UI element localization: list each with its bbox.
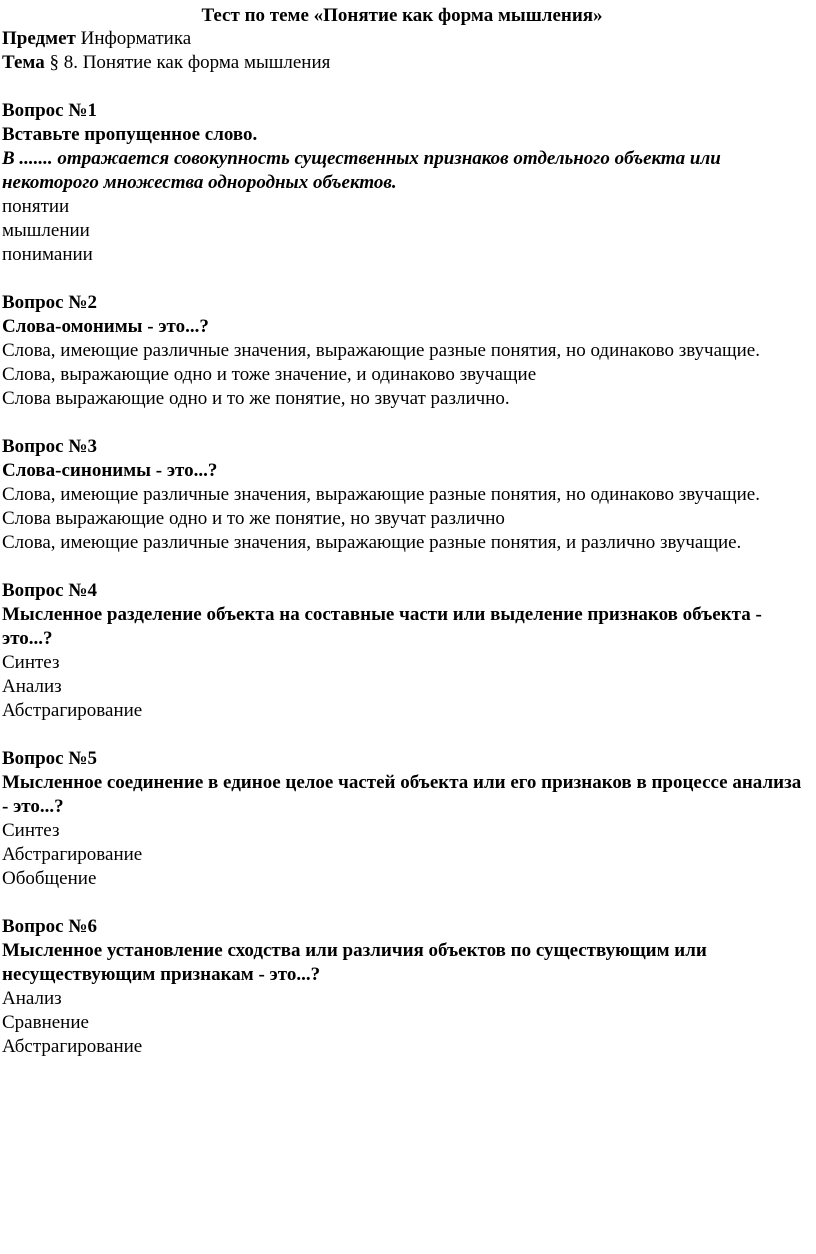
question-text: Вставьте пропущенное слово. — [2, 124, 258, 145]
question-5 — [2, 747, 802, 891]
topic-line — [2, 51, 802, 75]
question-number: Вопрос №6 — [2, 916, 97, 937]
answer-list — [2, 483, 802, 555]
answer-option: Обобщение — [2, 868, 97, 889]
question-4 — [2, 579, 802, 723]
answer-option: Абстрагирование — [2, 700, 143, 721]
answer-option: мышлении — [2, 220, 90, 241]
answer-list — [2, 819, 802, 891]
question-6 — [2, 915, 802, 1059]
question-statement: В ....... отражается совокупность существенных признаков отдельного объекта или некоторого множества однородных объектов. — [2, 148, 721, 193]
answer-option: понимании — [2, 244, 93, 265]
answer-option: Анализ — [2, 988, 62, 1009]
subject-line — [2, 27, 802, 51]
question-text: Мысленное установление сходства или различия объектов по существующим или несуществующим признакам - это...? — [2, 940, 707, 985]
question-2 — [2, 291, 802, 411]
question-text: Слова-синонимы - это...? — [2, 460, 218, 481]
document-title: Тест по теме «Понятие как форма мышления» — [201, 5, 603, 26]
topic-value: § 8. Понятие как форма мышления — [49, 52, 331, 73]
answer-option: Анализ — [2, 676, 62, 697]
answer-option: Синтез — [2, 820, 60, 841]
answer-list — [2, 339, 802, 411]
answer-option: Слова, имеющие различные значения, выражающие разные понятия, но одинаково звучащие. — [2, 484, 760, 505]
question-number: Вопрос №3 — [2, 436, 97, 457]
answer-option: Слова, имеющие различные значения, выражающие разные понятия, но одинаково звучащие. — [2, 340, 760, 361]
question-number: Вопрос №1 — [2, 100, 97, 121]
answer-list — [2, 195, 802, 267]
answer-option: Слова выражающие одно и то же понятие, но звучат различно. — [2, 388, 510, 409]
question-text: Слова-омонимы - это...? — [2, 316, 209, 337]
question-text: Мысленное разделение объекта на составные части или выделение признаков объекта - это...? — [2, 604, 762, 649]
answer-option: Абстрагирование — [2, 1036, 143, 1057]
answer-option: понятии — [2, 196, 70, 217]
subject-label: Предмет — [2, 28, 76, 49]
answer-list — [2, 987, 802, 1059]
answer-option: Слова, имеющие различные значения, выражающие разные понятия, и различно звучащие. — [2, 532, 742, 553]
question-3 — [2, 435, 802, 555]
answer-option: Слова выражающие одно и то же понятие, но звучат различно — [2, 508, 505, 529]
question-number: Вопрос №2 — [2, 292, 97, 313]
topic-label: Тема — [2, 52, 45, 73]
question-number: Вопрос №4 — [2, 580, 97, 601]
answer-option: Синтез — [2, 652, 60, 673]
subject-value: Информатика — [80, 28, 192, 49]
question-text: Мысленное соединение в единое целое частей объекта или его признаков в процессе анализа - это...? — [2, 772, 802, 817]
answer-list — [2, 651, 802, 723]
answer-option: Сравнение — [2, 1012, 89, 1033]
answer-option: Абстрагирование — [2, 844, 143, 865]
question-number: Вопрос №5 — [2, 748, 97, 769]
answer-option: Слова, выражающие одно и тоже значение, и одинаково звучащие — [2, 364, 537, 385]
question-1 — [2, 99, 802, 267]
